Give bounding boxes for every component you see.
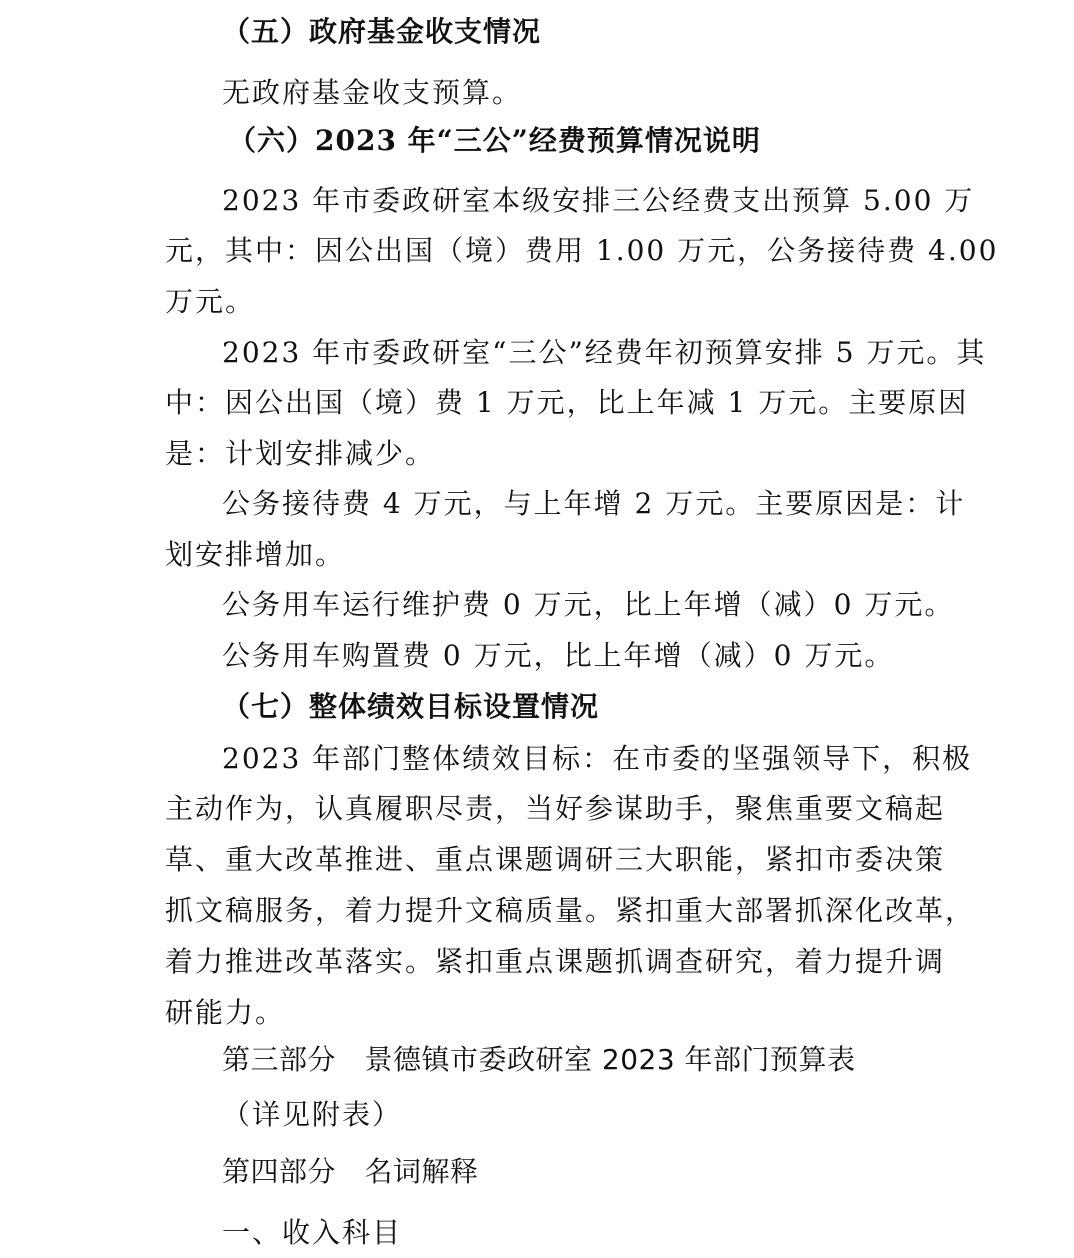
section-6-p1-line-1: 2023 年市委政研室本级安排三公经费支出预算 5.00 万: [222, 184, 975, 217]
section-7-line-2: 主动作为，认真履职尽责，当好参谋助手，聚焦重要文稿起: [165, 792, 946, 825]
section-7-line-5: 着力推进改革落实。紧扣重点课题抓调查研究，着力提升调: [165, 945, 946, 978]
section-6-heading: （六）2023 年“三公”经费预算情况说明: [228, 124, 761, 157]
part-3-heading: 第三部分 景德镇市委政研室 2023 年部门预算表: [222, 1043, 856, 1076]
section-6-p2-line-3: 是：计划安排减少。: [165, 437, 436, 470]
section-6-p2-line-2: 中：因公出国（境）费 1 万元，比上年减 1 万元。主要原因: [165, 386, 969, 419]
section-5-body: 无政府基金收支预算。: [222, 76, 523, 109]
section-6-p1-line-3: 万元。: [165, 285, 256, 318]
part-4-item-1: 一、收入科目: [222, 1216, 403, 1249]
section-6-p3-line-2: 划安排增加。: [165, 538, 346, 571]
section-7-heading: （七）整体绩效目标设置情况: [222, 690, 600, 723]
section-7-line-4: 抓文稿服务，着力提升文稿质量。紧扣重大部署抓深化改革，: [165, 894, 976, 927]
part-3-note: （详见附表）: [222, 1098, 403, 1131]
section-6-p1-line-2: 元，其中：因公出国（境）费用 1.00 万元，公务接待费 4.00: [165, 234, 999, 267]
section-7-line-6: 研能力。: [165, 996, 286, 1029]
section-6-p2-line-1: 2023 年市委政研室“三公”经费年初预算安排 5 万元。其: [222, 336, 987, 369]
section-7-line-1: 2023 年部门整体绩效目标：在市委的坚强领导下，积极: [222, 742, 973, 775]
section-6-p4: 公务用车运行维护费 0 万元，比上年增（减）0 万元。: [222, 588, 955, 621]
section-7-line-3: 草、重大改革推进、重点课题调研三大职能，紧扣市委决策: [165, 843, 946, 876]
section-6-p3-line-1: 公务接待费 4 万元，与上年增 2 万元。主要原因是：计: [222, 487, 966, 520]
section-6-p5: 公务用车购置费 0 万元，比上年增（减）0 万元。: [222, 639, 895, 672]
part-4-heading: 第四部分 名词解释: [222, 1155, 479, 1188]
section-5-heading: （五）政府基金收支情况: [222, 15, 542, 48]
